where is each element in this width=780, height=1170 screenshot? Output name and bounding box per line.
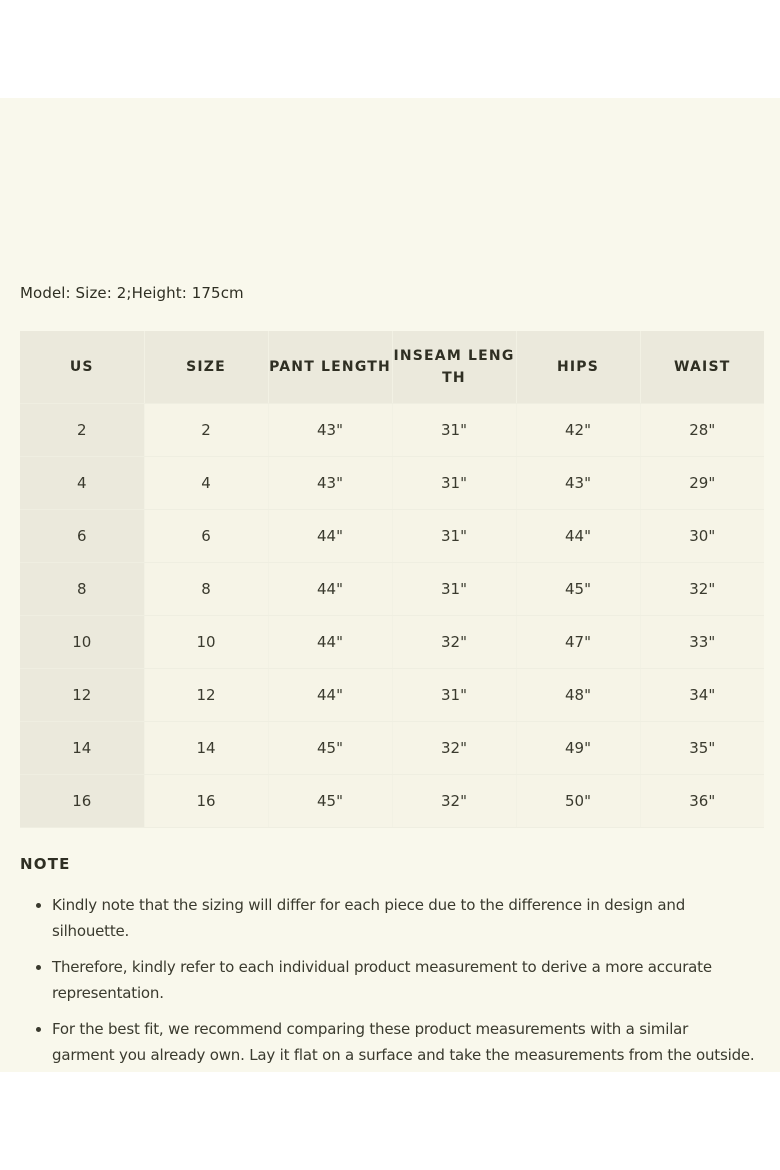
table-cell: 45"	[268, 775, 392, 828]
note-title: NOTE	[20, 855, 71, 873]
table-cell: 10	[144, 616, 268, 669]
table-cell: 31"	[392, 404, 516, 457]
header-size: SIZE	[144, 331, 268, 404]
table-cell: 31"	[392, 669, 516, 722]
table-row	[20, 510, 764, 563]
table-cell: 29"	[640, 457, 764, 510]
note-item: • Therefore, kindly refer to each individual product measurement to derive a more accurate representation.	[52, 954, 755, 1006]
header-inseam-length: INSEAM LENG TH	[392, 331, 516, 404]
table-cell: 36"	[640, 775, 764, 828]
table-header-row	[20, 331, 764, 404]
table-row	[20, 775, 764, 828]
header-hips: HIPS	[516, 331, 640, 404]
table-row	[20, 722, 764, 775]
table-row	[20, 404, 764, 457]
table-cell: 2	[20, 404, 144, 457]
table-cell: 14	[144, 722, 268, 775]
table-cell: 47"	[516, 616, 640, 669]
table-cell: 45"	[516, 563, 640, 616]
table-cell: 14	[20, 722, 144, 775]
table-cell: 33"	[640, 616, 764, 669]
table-cell: 32"	[640, 563, 764, 616]
table-cell: 34"	[640, 669, 764, 722]
table-body	[20, 404, 764, 828]
table-cell: 44"	[268, 510, 392, 563]
table-cell: 8	[144, 563, 268, 616]
table-cell: 31"	[392, 510, 516, 563]
table-cell: 6	[20, 510, 144, 563]
table-cell: 28"	[640, 404, 764, 457]
model-info: Model: Size: 2;Height: 175cm	[20, 284, 244, 302]
table-row	[20, 457, 764, 510]
table-cell: 43"	[268, 457, 392, 510]
table-cell: 32"	[392, 616, 516, 669]
table-cell: 35"	[640, 722, 764, 775]
table-cell: 45"	[268, 722, 392, 775]
table-row	[20, 616, 764, 669]
table-cell: 31"	[392, 457, 516, 510]
table-cell: 16	[144, 775, 268, 828]
table-row	[20, 669, 764, 722]
table-cell: 31"	[392, 563, 516, 616]
table-cell: 44"	[268, 563, 392, 616]
table-cell: 10	[20, 616, 144, 669]
table-cell: 4	[144, 457, 268, 510]
table-cell: 16	[20, 775, 144, 828]
note-item: • For the best fit, we recommend comparing these product measurements with a similar garment you already own. Lay it flat on a surface and take the measurements from the outside.	[52, 1016, 755, 1068]
table-cell: 44"	[268, 669, 392, 722]
table-cell: 44"	[516, 510, 640, 563]
header-us: US	[20, 331, 144, 404]
table-cell: 50"	[516, 775, 640, 828]
table-cell: 44"	[268, 616, 392, 669]
table-cell: 4	[20, 457, 144, 510]
header-pant-length: PANT LENGTH	[268, 331, 392, 404]
size-chart-table	[20, 331, 764, 828]
table-cell: 32"	[392, 775, 516, 828]
table-cell: 49"	[516, 722, 640, 775]
table-row	[20, 563, 764, 616]
table-cell: 2	[144, 404, 268, 457]
note-list	[20, 892, 755, 1078]
note-item: • Kindly note that the sizing will differ for each piece due to the difference in design and silhouette.	[52, 892, 755, 944]
table-cell: 30"	[640, 510, 764, 563]
table-cell: 8	[20, 563, 144, 616]
table-cell: 6	[144, 510, 268, 563]
table-cell: 12	[20, 669, 144, 722]
table-cell: 48"	[516, 669, 640, 722]
table-cell: 43"	[268, 404, 392, 457]
table-cell: 42"	[516, 404, 640, 457]
table-cell: 12	[144, 669, 268, 722]
header-waist: WAIST	[640, 331, 764, 404]
table-cell: 43"	[516, 457, 640, 510]
table-cell: 32"	[392, 722, 516, 775]
